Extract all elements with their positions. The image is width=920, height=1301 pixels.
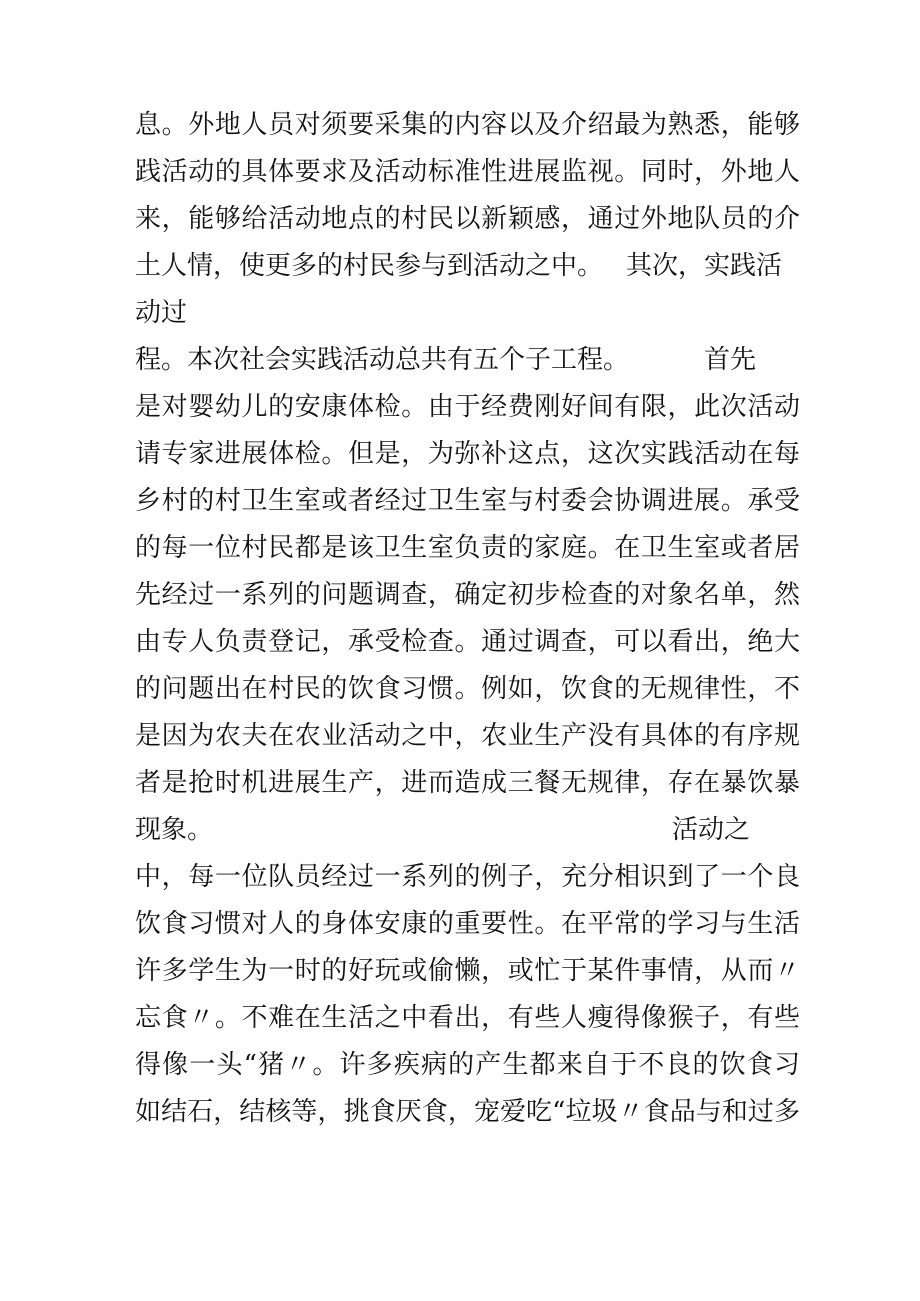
text-line: 乡村的村卫生室或者经过卫生室与村委会协调进展。承受 <box>135 486 800 516</box>
text-line: 是因为农夫在农业活动之中，农业生产没有具体的有序规 <box>135 721 800 751</box>
text-line: 的问题出在村民的饮食习惯。例如，饮食的无规律性，不 <box>135 674 800 704</box>
text-line: 饮食习惯对人的身体安康的重要性。在平常的学习与生活 <box>135 909 800 939</box>
text-line: 是对婴幼儿的安康体检。由于经费刚好间有限，此次活动 <box>135 392 800 422</box>
text-line: 忘食〃。不难在生活之中看出，有些人瘦得像猴子，有些 <box>135 1003 800 1033</box>
text-line: 由专人负责登记，承受检查。通过调查，可以看出，绝大 <box>135 627 800 657</box>
text-line: 的每一位村民都是该卫生室负责的家庭。在卫生室或者居 <box>135 533 800 563</box>
text-line: 来，能够给活动地点的村民以新颖感，通过外地队员的介 <box>135 204 800 234</box>
text-line: 如结石，结核等，挑食厌食，宠爱吃“垃圾〃食品与和过多 <box>135 1097 800 1127</box>
text-line: 者是抢时机进展生产，进而造成三餐无规律，存在暴饮暴 <box>135 768 800 798</box>
text-line: 许多学生为一时的好玩或偷懒，或忙于某件事情，从而〃 <box>135 956 800 986</box>
text-segment: 土人情，使更多的村民参与到活动之中。 <box>135 251 604 281</box>
text-line: 息。外地人员对须要采集的内容以及介绍最为熟悉，能够 <box>135 110 800 140</box>
body-text <box>135 102 800 1136</box>
text-segment: 现象。 <box>135 815 214 845</box>
text-line: 请专家进展体检。但是，为弥补这点，这次实践活动在每 <box>135 439 800 469</box>
text-segment: 其次，实践活 <box>625 251 782 281</box>
text-line <box>135 243 800 290</box>
text-line: 先经过一系列的问题调查，确定初步检查的对象名单，然 <box>135 580 800 610</box>
text-segment: 活动之 <box>671 815 750 845</box>
text-line: 践活动的具体要求及活动标准性进展监视。同时，外地人 <box>135 157 800 187</box>
text-line <box>135 807 800 854</box>
text-line: 动过 <box>135 298 188 328</box>
text-line: 中，每一位队员经过一系列的例子，充分相识到了一个良 <box>135 862 800 892</box>
text-segment: 首先 <box>703 345 756 375</box>
text-line: 得像一头“猪〃。许多疾病的产生都来自于不良的饮食习 <box>135 1050 800 1080</box>
text-segment: 程。本次社会实践活动总共有五个子工程。 <box>135 345 630 375</box>
text-line <box>135 337 800 384</box>
